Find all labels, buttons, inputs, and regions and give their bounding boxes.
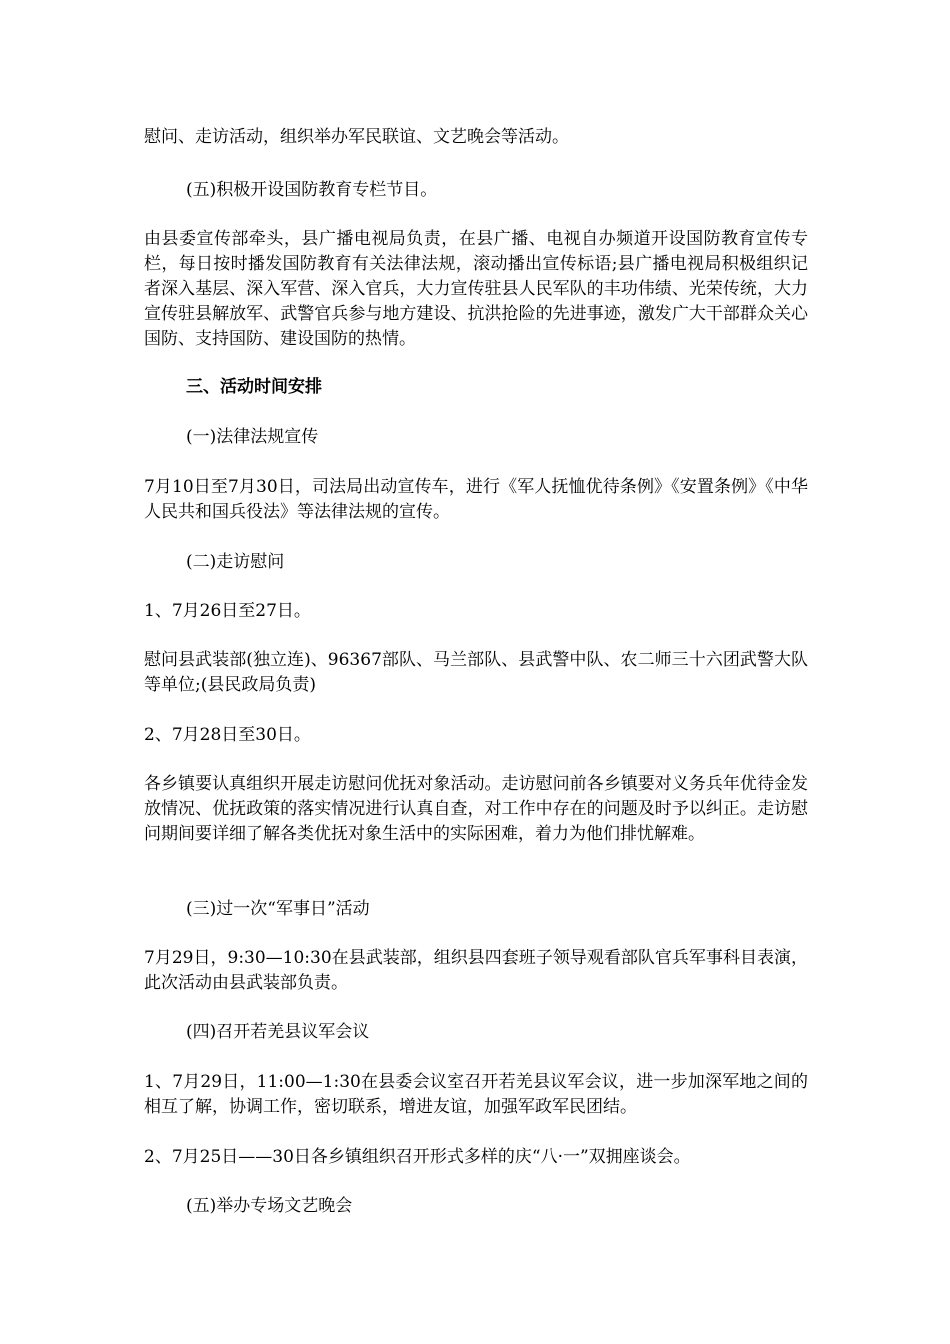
section-heading-schedule: 三、活动时间安排 — [186, 377, 322, 397]
paragraph-visit-date-2: 2、7月28日至30日。 — [144, 725, 311, 745]
paragraph-visit-units: 慰问县武装部(独立连)、96367部队、马兰部队、县武警中队、农二师三十六团武警大队等单位;(县民政局负责) — [144, 650, 808, 695]
paragraph-conference-2: 2、7月25日——30日各乡镇组织召开形式多样的庆“八·一”双拥座谈会。 — [144, 1147, 691, 1167]
paragraph-military-day: 7月29日，9:30—10:30在县武装部，组织县四套班子领导观看部队官兵军事科目表演，此次活动由县武装部负责。 — [144, 948, 808, 993]
paragraph-visit-date-1: 1、7月26日至27日。 — [144, 601, 311, 621]
paragraph-conference-1: 1、7月29日，11:00—1:30在县委会议室召开若羌县议军会议，进一步加深军地之间的相互了解，协调工作，密切联系，增进友谊，加强军政军民团结。 — [144, 1072, 808, 1117]
subheading-visits: (二)走访慰问 — [186, 552, 285, 572]
paragraph-township-visits: 各乡镇要认真组织开展走访慰问优抚对象活动。走访慰问前各乡镇要对义务兵年优待金发放情况、优抚政策的落实情况进行认真自查，对工作中存在的问题及时予以纠正。走访慰问期间要详细了解各类优抚对象生活中的实际困难，着力为他们排忧解难。 — [144, 774, 808, 844]
subheading-law-promotion: (一)法律法规宣传 — [186, 427, 319, 447]
subheading-military-day: (三)过一次“军事日”活动 — [186, 899, 370, 919]
subheading-gala: (五)举办专场文艺晚会 — [186, 1196, 353, 1216]
paragraph-law-promotion: 7月10日至7月30日，司法局出动宣传车，进行《军人抚恤优待条例》《安置条例》《中华人民共和国兵役法》等法律法规的宣传。 — [144, 477, 808, 522]
paragraph-tv-column: 由县委宣传部牵头，县广播电视局负责，在县广播、电视自办频道开设国防教育宣传专栏，每日按时播发国防教育有关法律法规，滚动播出宣传标语;县广播电视局积极组织记者深入基层、深入军营、深入官兵，大力宣传驻县人民军队的丰功伟绩、光荣传统，大力宣传驻县解放军、武警官兵参与地方建设、抗洪抢险的先进事迹，激发广大干部群众关心国防、支持国防、建设国防的热情。 — [144, 229, 808, 349]
paragraph-intro-continuation: 慰问、走访活动，组织举办军民联谊、文艺晚会等活动。 — [144, 127, 569, 147]
subheading-military-conference: (四)召开若羌县议军会议 — [186, 1022, 370, 1042]
subheading-tv-column: (五)积极开设国防教育专栏节目。 — [186, 180, 438, 200]
